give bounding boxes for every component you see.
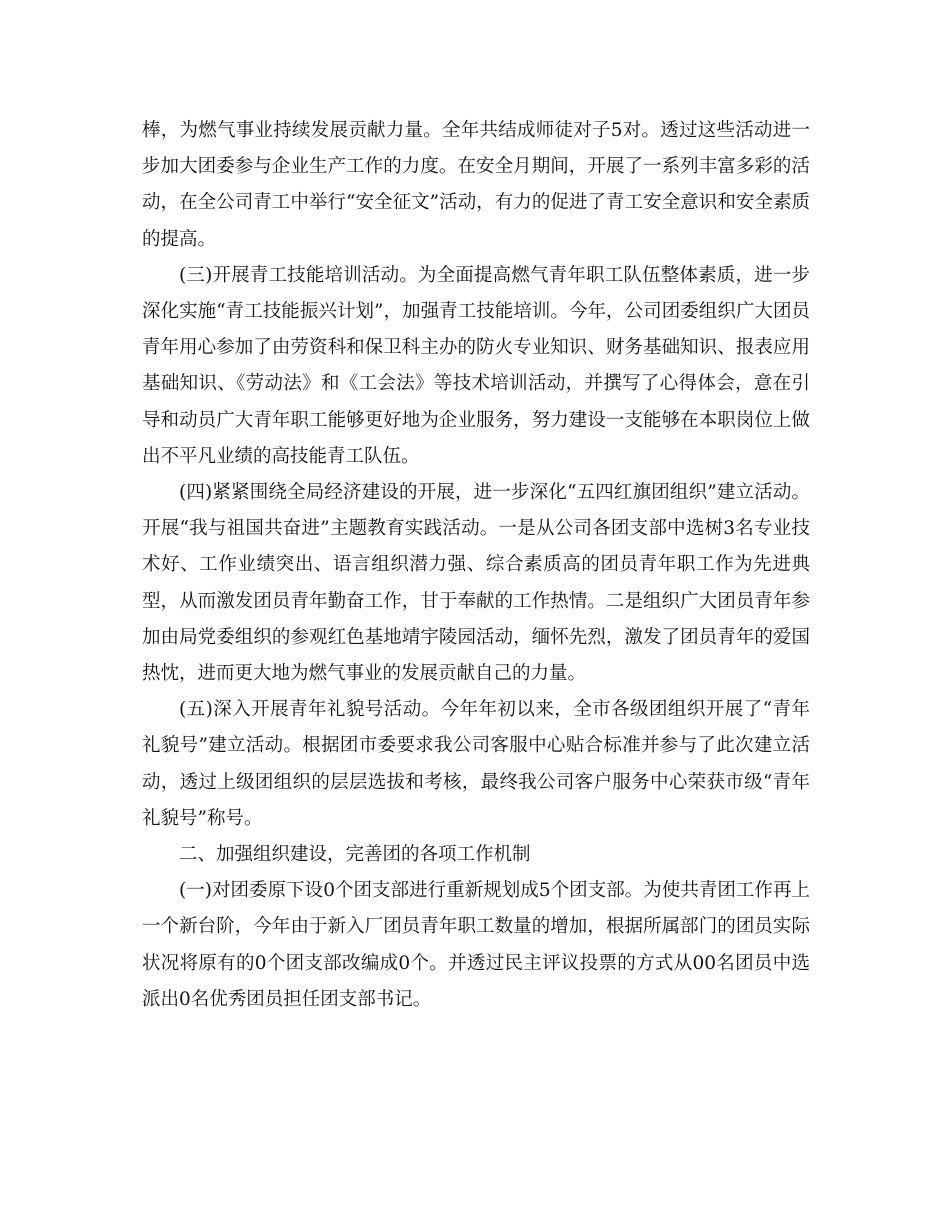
paragraph-youth-civility: (五)深入开展青年礼貌号活动。今年年初以来，全市各级团组织开展了“青年礼貌号”建立活动。根据团市委要求我公司客服中心贴合标准并参与了此次建立活动，透过上级团组织的层层选拔和考核，最终我公司客户服务中心荣获市级“青年礼貌号”称号。 [142, 699, 810, 829]
paragraph-skills-training: (三)开展青工技能培训活动。为全面提高燃气青年职工队伍整体素质，进一步深化实施“青工技能振兴计划”，加强青工技能培训。今年，公司团委组织广大团员青年用心参加了由劳资科和保卫科主办的防火专业知识、财务基础知识、报表应用基础知识、《劳动法》和《工会法》等技术培训活动，并撰写了心得体会，意在引导和动员广大青年职工能够更好地为企业服务，努力建设一支能够在本职岗位上做出不平凡业绩的高技能青工队伍。 [142, 264, 810, 467]
paragraph-red-flag-organization: (四)紧紧围绕全局经济建设的开展，进一步深化“五四红旗团组织”建立活动。开展“我与祖国共奋进”主题教育实践活动。一是从公司各团支部中选树3名专业技术好、工作业绩突出、语言组织潜力强、综合素质高的团员青年职工作为先进典型，从而激发团员青年勤奋工作，甘于奉献的工作热情。二是组织广大团员青年参加由局党委组织的参观红色基地靖宇陵园活动，缅怀先烈，激发了团员青年的爱国热忱，进而更大地为燃气事业的发展贡献自己的力量。 [142, 482, 810, 685]
section-heading-organization: 二、加强组织建设，完善团的各项工作机制 [179, 844, 531, 866]
paragraph-branch-restructure: (一)对团委原下设0个团支部进行重新规划成5个团支部。为使共青团工作再上一个新台阶，今年由于新入厂团员青年职工数量的增加，根据所属部门的团员实际状况将原有的0个团支部改编成0个。并透过民主评议投票的方式从00名团员中选派出0名优秀团员担任团支部书记。 [142, 880, 810, 1010]
document-body [142, 113, 810, 1018]
paragraph-continuation: 棒，为燃气事业持续发展贡献力量。全年共结成师徒对子5对。透过这些活动进一步加大团委参与企业生产工作的力度。在安全月期间，开展了一系列丰富多彩的活动，在全公司青工中举行“安全征文”活动，有力的促进了青工安全意识和安全素质的提高。 [142, 120, 810, 250]
